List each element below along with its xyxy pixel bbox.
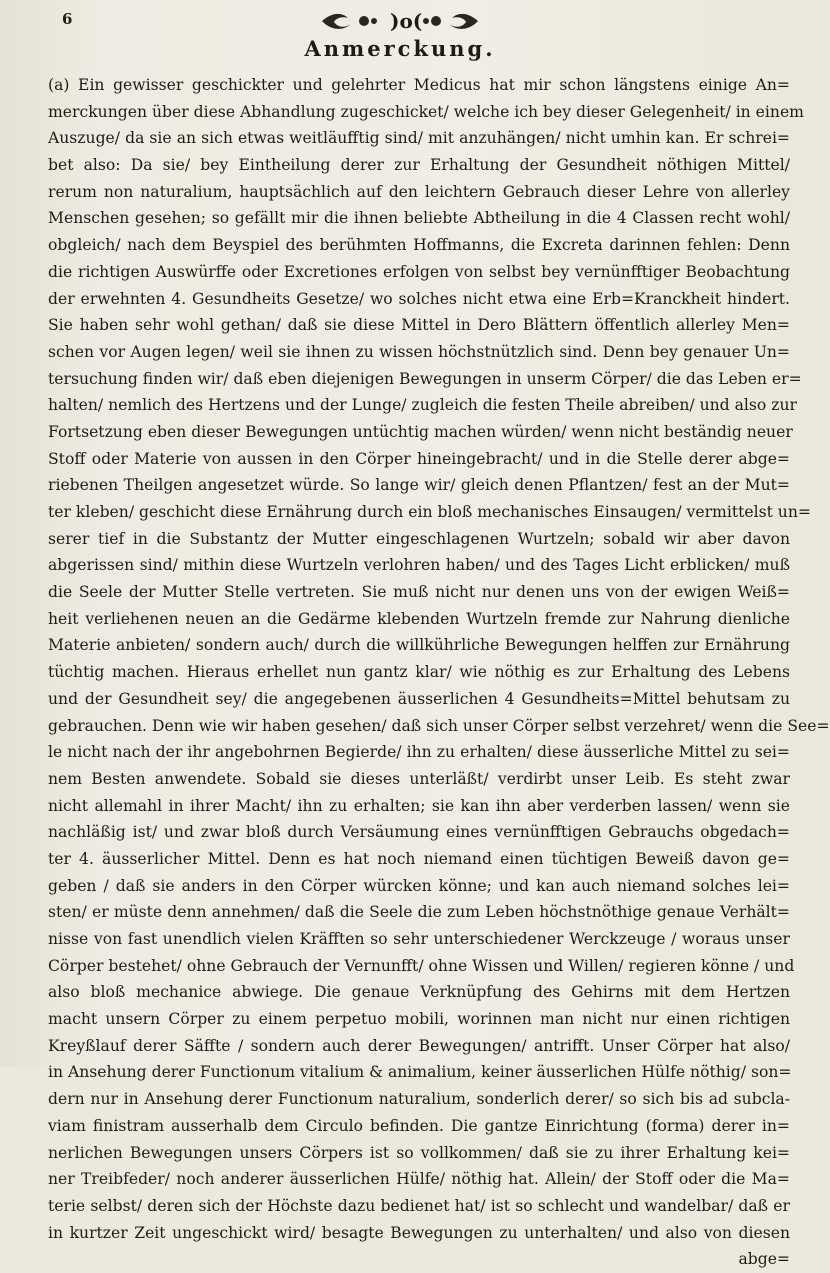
text-line: Cörper bestehet/ ohne Gebrauch der Vernunfft/ ohne Wissen und Willen/ regieren könne / und [48, 956, 795, 975]
text-line: Menschen gesehen; so gefällt mir die ihnen beliebte Abtheilung in die 4 Classen recht wohl/ [48, 209, 790, 228]
text-body [48, 72, 830, 1273]
right-flourish-icon [420, 10, 480, 32]
text-line: nem Besten anwendete. Sobald sie dieses unterläßt/ verdirbt unser Leib. Es steht zwar [48, 769, 790, 788]
ornament-vignette-icon [250, 6, 550, 36]
text-line: obgleich/ nach dem Beyspiel des berühmten Hoffmanns, die Excreta darinnen fehlen: Denn [48, 236, 790, 255]
text-line: (a) Ein gewisser geschickter und gelehrter Medicus hat mir schon längstens einige An= [48, 76, 790, 94]
text-line: in kurtzer Zeit ungeschickt wird/ besagte Bewegungen zu unterhalten/ und also von diesen [48, 1223, 790, 1242]
left-flourish-icon [320, 10, 380, 32]
text-line: nisse von fast unendlich vielen Kräfften so sehr unterschiedener Werckzeuge / woraus unser [48, 930, 790, 948]
text-line: Materie anbieten/ sondern auch/ durch die willkührliche Bewegungen helffen zur Ernährung [48, 636, 790, 655]
text-line: Fortsetzung eben dieser Bewegungen untüchtig machen würden/ wenn nicht beständig neuer [48, 422, 793, 441]
text-line: Stoff oder Materie von aussen in den Cörper hineingebracht/ und in die Stelle derer abge= [48, 449, 790, 468]
text-line: heit verliehenen neuen an die Gedärme klebenden Wurtzeln fremde zur Nahrung dienliche [48, 609, 790, 628]
text-line: in Ansehung derer Functionum vitalium & animalium, keiner äusserlichen Hülfe nöthig/ son= [48, 1063, 792, 1082]
text-line: serer tief in die Substantz der Mutter eingeschlagenen Wurtzeln; sobald wir aber davon [48, 529, 790, 548]
text-line: ter kleben/ geschicht diese Ernährung durch ein bloß mechanisches Einsaugen/ vermittelst un= [48, 503, 811, 521]
text-line: abgerissen sind/ mithin diese Wurtzeln verlohren haben/ und des Tages Licht erblicken/ muß [48, 556, 790, 575]
svg-text:)o(: )o( [390, 9, 423, 33]
text-line: dern nur in Ansehung derer Functionum naturalium, sonderlich derer/ so sich bis ad subcla- [48, 1090, 790, 1109]
text-line: macht unsern Cörper zu einem perpetuo mobili, worinnen man nicht nur einen richtigen [48, 1010, 790, 1029]
text-line: schen vor Augen legen/ weil sie ihnen zu wissen höchstnützlich sind. Denn bey genauer Un= [48, 342, 790, 361]
text-line: bet also: Da sie/ bey Eintheilung derer zur Erhaltung der Gesundheit nöthigen Mittel/ [48, 156, 790, 175]
page-number: 6 [62, 10, 73, 28]
text-line: nachläßig ist/ und zwar bloß durch Versäumung eines vernünfftigen Gebrauchs obgedach= [48, 823, 790, 842]
text-line: die Seele der Mutter Stelle vertreten. Sie muß nicht nur denen uns von der ewigen Weiß= [48, 583, 790, 602]
text-line: tüchtig machen. Hieraus erhellet nun gantz klar/ wie nöthig es zur Erhaltung des Lebens [48, 663, 790, 682]
text-line: ner Treibfeder/ noch anderer äusserlichen Hülfe/ nöthig hat. Allein/ der Stoff oder die Ma= [48, 1170, 790, 1189]
text-line: viam finistram ausserhalb dem Circulo befinden. Die gantze Einrichtung (forma) derer in= [48, 1116, 790, 1135]
text-line: ter 4. äusserlicher Mittel. Denn es hat noch niemand einen tüchtigen Beweiß davon ge= [48, 849, 790, 868]
page-header [0, 6, 800, 36]
text-line: merckungen über diese Abhandlung zugeschicket/ welche ich bey dieser Gelegenheit/ in einem [48, 102, 804, 121]
center-paren-icon [388, 8, 423, 34]
catchword: abge= [738, 1250, 790, 1269]
section-heading: Anmerckung. [304, 36, 496, 61]
text-line: also bloß mechanice abwiege. Die genaue Verknüpfung des Gehirns mit dem Hertzen [48, 983, 790, 1002]
text-line: gebrauchen. Denn wie wir haben gesehen/ daß sich unser Cörper selbst verzehret/ wenn die See= [48, 716, 830, 735]
text-line: rerum non naturalium, hauptsächlich auf den leichtern Gebrauch dieser Lehre von allerley [48, 182, 790, 201]
text-line: Sie haben sehr wohl gethan/ daß sie diese Mittel in Dero Blättern öffentlich allerley Men= [48, 316, 790, 335]
text-line: le nicht nach der ihr angebohrnen Begierde/ ihn zu erhalten/ diese äusserliche Mittel zu sei= [48, 743, 790, 762]
text-line: Auszuge/ da sie an sich etwas weitläufftig sind/ mit anzuhängen/ nicht umhin kan. Er schrei= [48, 129, 790, 148]
text-line: der erwehnten 4. Gesundheits Gesetze/ wo solches nicht etwa eine Erb=Kranckheit hindert. [48, 289, 790, 308]
text-line: sten/ er müste denn annehmen/ daß die Seele die zum Leben höchstnöthige genaue Verhält= [48, 903, 790, 922]
text-line: halten/ nemlich des Hertzens und der Lunge/ zugleich die festen Theile abreiben/ und also zur [48, 396, 797, 415]
text-line: nicht allemahl in ihrer Macht/ ihn zu erhalten; sie kan ihn aber verderben lassen/ wenn sie [48, 796, 790, 815]
text-line: terie selbst/ deren sich der Höchste dazu bedienet hat/ ist so schlecht und wandelbar/ daß er [48, 1196, 790, 1215]
text-line: tersuchung finden wir/ daß eben diejenigen Bewegungen in unserm Cörper/ die das Leben er= [48, 369, 802, 388]
text-line: die richtigen Auswürffe oder Excretiones erfolgen von selbst bey vernünfftiger Beobachtung [48, 262, 790, 281]
text-line: geben / daß sie anders in den Cörper würcken könne; und kan auch niemand solches lei= [48, 876, 790, 895]
text-line: Kreyßlauf derer Säffte / sondern auch derer Bewegungen/ antrifft. Unser Cörper hat also/ [48, 1036, 790, 1055]
text-line: und der Gesundheit sey/ die angegebenen äusserlichen 4 Gesundheits=Mittel behutsam zu [48, 689, 790, 708]
text-line: riebenen Theilgen angesetzet würde. So lange wir/ gleich denen Pflantzen/ fest an der Mut= [48, 476, 790, 495]
text-line: nerlichen Bewegungen unsers Cörpers ist so vollkommen/ daß sie zu ihrer Erhaltung kei= [48, 1143, 790, 1162]
